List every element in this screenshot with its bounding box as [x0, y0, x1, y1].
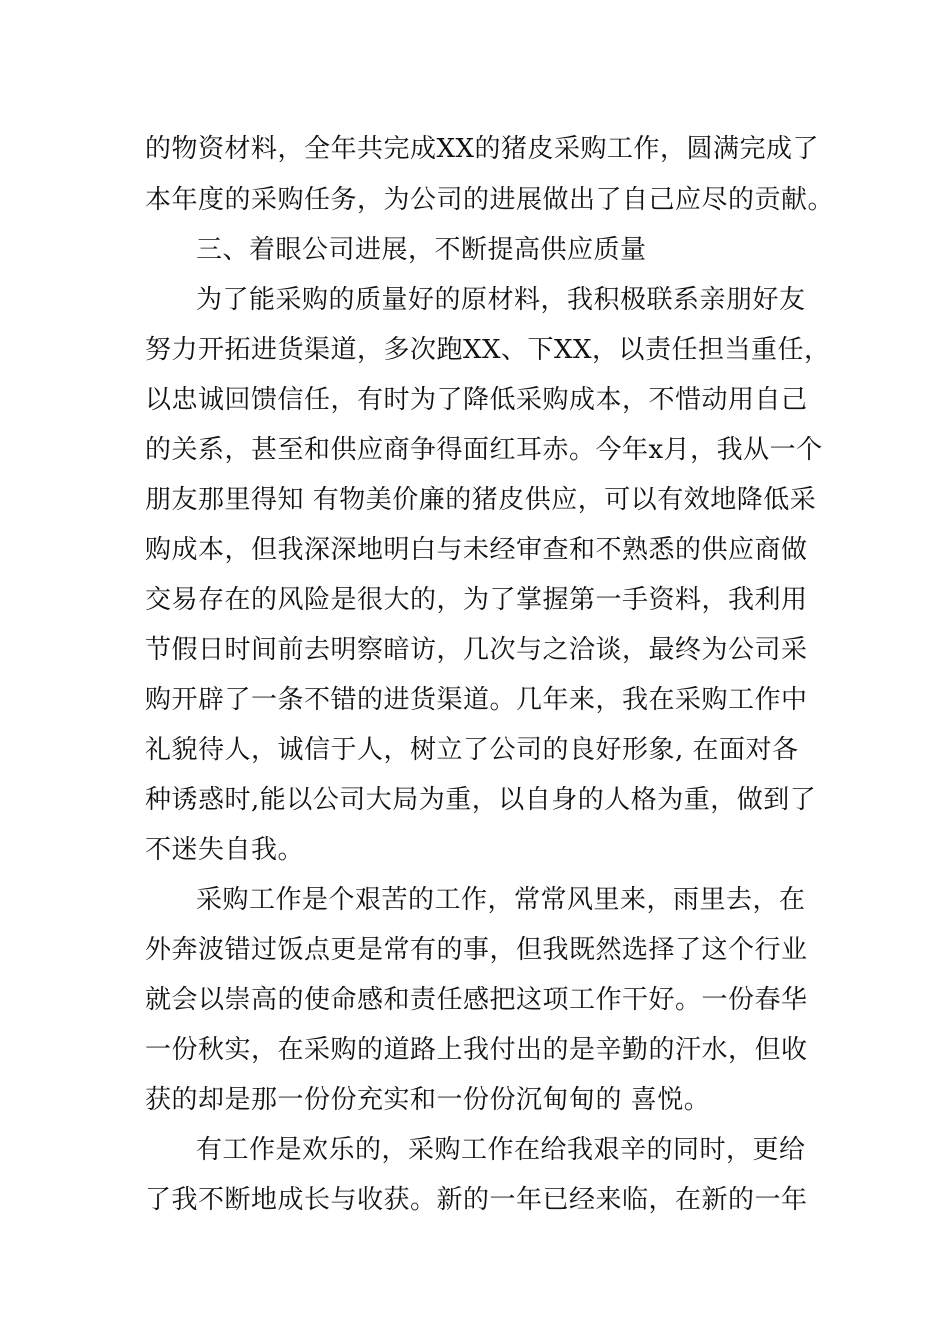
text-line: 以忠诚回馈信任，有时为了降低采购成本，不惜动用自己 [145, 385, 808, 415]
text-line: 就会以崇高的使命感和责任感把这项工作干好。一份春华 [145, 985, 808, 1015]
text-line: 外奔波错过饭点更是常有的事，但我既然选择了这个行业 [145, 935, 808, 965]
text-line: 购成本，但我深深地明白与未经审查和不熟悉的供应商做 [145, 535, 808, 565]
text-line: 努力开拓进货渠道，多次跑XX、下XX，以责任担当重任， [145, 335, 831, 365]
text-line: 礼貌待人，诚信于人，树立了公司的良好形象, 在面对各 [145, 735, 799, 765]
text-line: 本年度的采购任务，为公司的进展做出了自己应尽的贡献。 [145, 185, 835, 215]
text-line: 获的却是那一份份充实和一份份沉甸甸的 喜悦。 [145, 1085, 711, 1115]
paragraph-start: 为了能采购的质量好的原材料，我积极联系亲朋好友 [196, 285, 806, 315]
text-line: 不迷失自我。 [145, 835, 305, 865]
text-line: 朋友那里得知 有物美价廉的猪皮供应，可以有效地降低采 [145, 485, 817, 515]
paragraph-start: 采购工作是个艰苦的工作，常常风里来，雨里去，在 [196, 885, 806, 915]
text-line: 的物资材料，全年共完成XX的猪皮采购工作，圆满完成了 [145, 134, 820, 164]
text-line: 一份秋实，在采购的道路上我付出的是辛勤的汗水，但收 [145, 1035, 808, 1065]
section-heading: 三、着眼公司进展，不断提高供应质量 [196, 235, 647, 265]
paragraph-start: 有工作是欢乐的，采购工作在给我艰辛的同时，更给 [196, 1135, 806, 1165]
text-line: 购开辟了一条不错的进货渠道。几年来，我在采购工作中 [145, 685, 808, 715]
text-line: 种诱惑时,能以公司大局为重，以自身的人格为重，做到了 [145, 785, 817, 815]
text-line: 了我不断地成长与收获。新的一年已经来临，在新的一年 [145, 1185, 808, 1215]
text-line: 交易存在的风险是很大的，为了掌握第一手资料，我利用 [145, 585, 808, 615]
text-line: 节假日时间前去明察暗访，几次与之洽谈，最终为公司采 [145, 635, 808, 665]
text-line: 的关系，甚至和供应商争得面红耳赤。今年x月，我从一个 [145, 435, 823, 465]
